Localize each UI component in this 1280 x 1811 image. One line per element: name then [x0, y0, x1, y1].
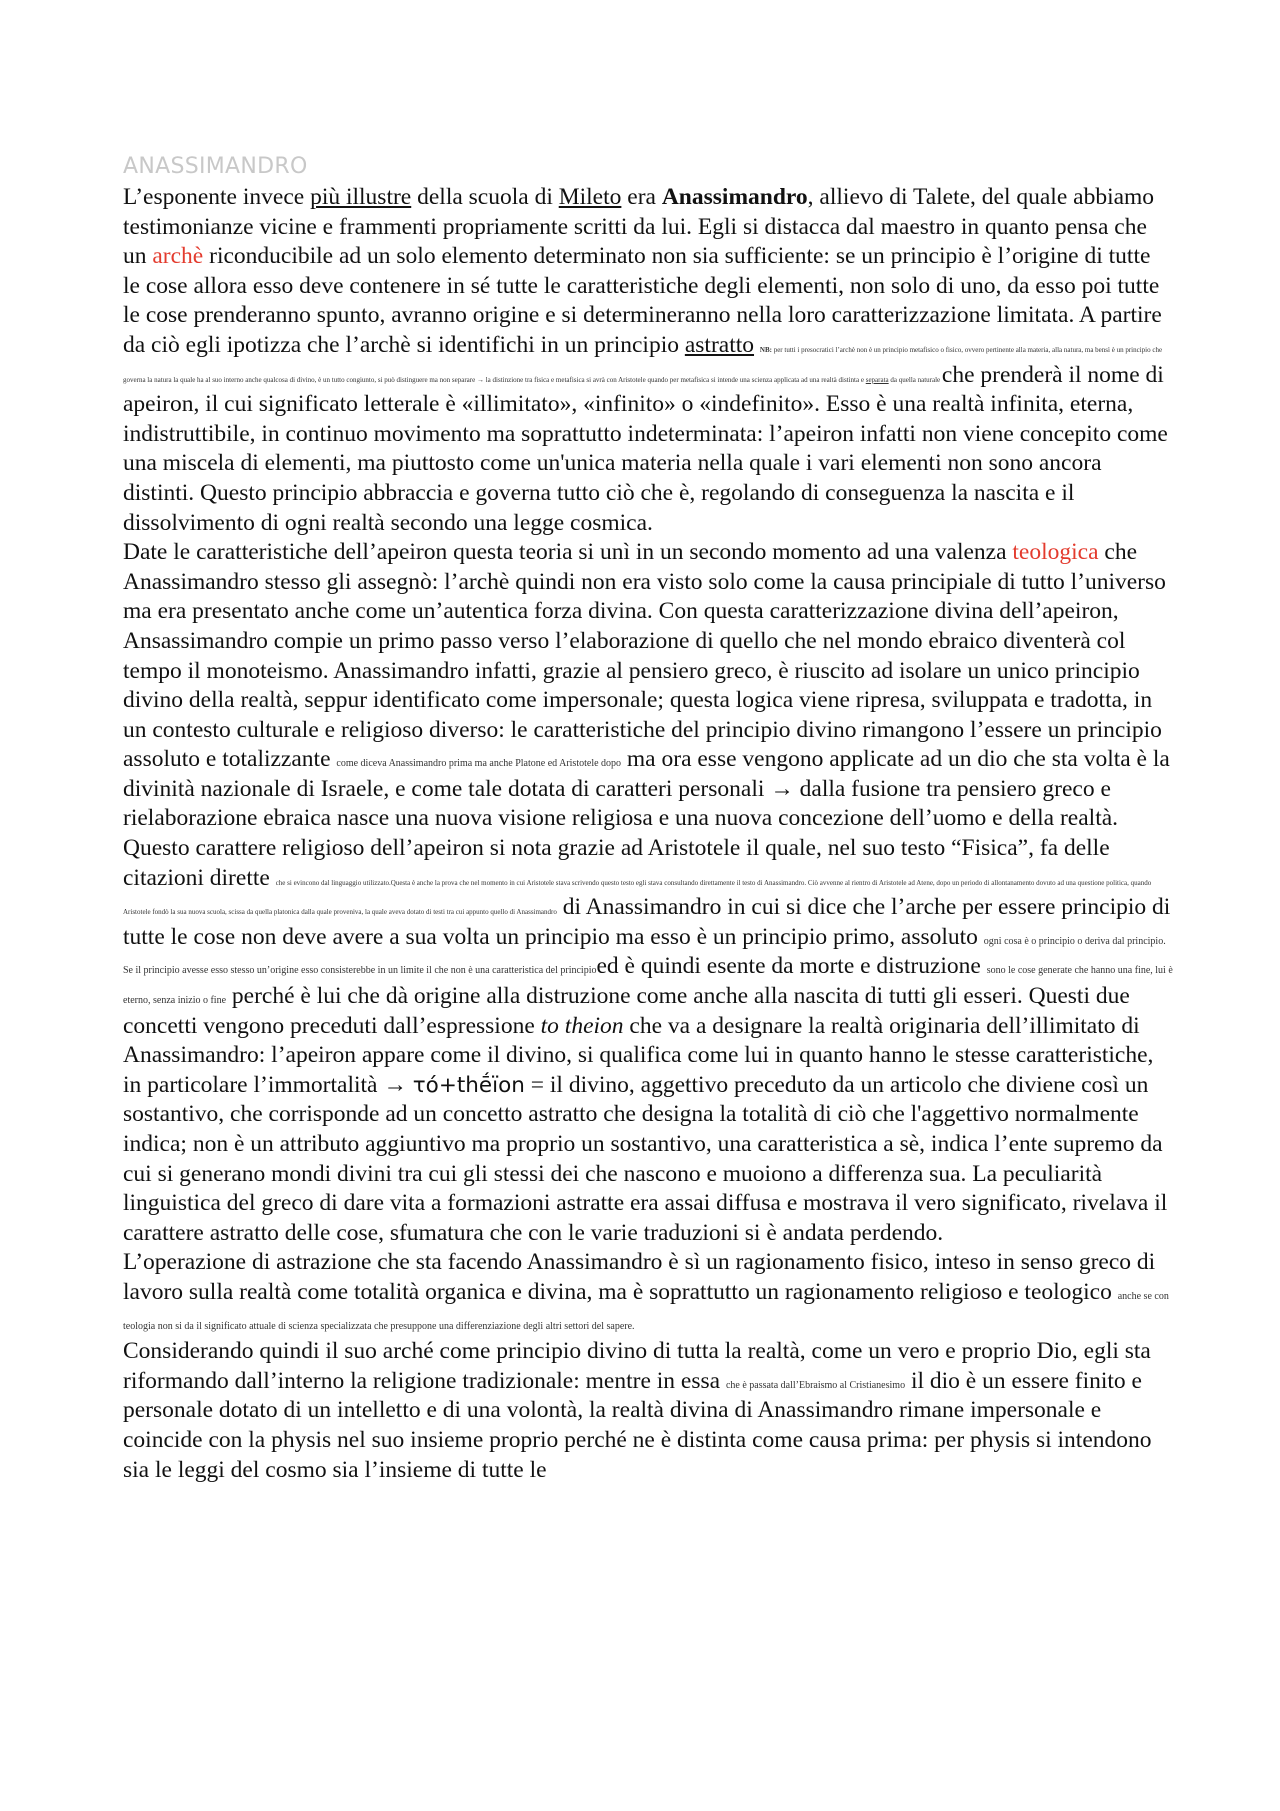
text: della scuola di [411, 184, 559, 210]
paragraph-2 [123, 538, 1173, 834]
section-heading: ANASSIMANDRO [123, 154, 308, 179]
text: era [621, 184, 662, 210]
text: L’esponente invece [123, 184, 311, 210]
text: di Anassimandro in cui si dice che l’arche per essere principio di tutte le cose non deve avere a sua volta un principio ma esso è un principio primo, assoluto [123, 894, 1171, 950]
text: L’operazione di astrazione che sta facendo Anassimandro è sì un ragionamento fisico, inteso in senso greco di lavoro sulla realtà come totalità organica e divina, ma è soprattutto un ragionamento religioso e teologico [123, 1249, 1156, 1305]
text: = il divino, aggettivo preceduto da un articolo che diviene così un sostantivo, che corrisponde ad un concetto astratto che designa la totalità di ciò che l'aggettivo normalmente indica; non è un attributo aggiuntivo ma proprio un sostantivo, una caratteristica a sè, indica l’ente supremo da cui si generano mondi divini tra cui gli stessi dei che nascono e muoiono a differenza sua. La peculiarità linguistica del greco di dare vita a formazioni astratte era assai diffusa e mostrava il vero significato, rivelava il carattere astratto delle cose, sfumatura che con le varie traduzioni si è andata perdendo. [123, 1071, 1168, 1246]
inline-note: che si evincono dal linguaggio utilizzato.Questa è anche la prova che nel momento in cui Aristotele stava scrivendo questo testo egli stava consultando direttamente il testo di Anassimandro. Ciò avvenne al rientro di Aristotele ad Atene, dopo un periodo di allontanamento dovuto ad una questione politica, quando Aristotele fondò la sua nuova scuola, scissa da quella platonica dalla quale proveniva, la quale aveva dotato di testi tra cui appunto quello di Anassimandro [123, 878, 1152, 917]
highlighted-term: archè [152, 243, 204, 270]
inline-note: anche se con teologia non si da il significato attuale di scienza specializzata che presuppone una differenziazione degli altri settori del sapere. [123, 1290, 1169, 1332]
inline-note: che è passata dall’Ebraismo al Cristianesimo [725, 1379, 906, 1391]
inline-note: sono le cose generate che hanno una fine, lui è eterno, senza inizio o fine [123, 965, 1173, 1007]
inline-note: da quella naturale [888, 375, 942, 384]
greek-term: τό+thḗïon [412, 1072, 525, 1098]
text: ma ora esse vengono applicate ad un dio che sta volta è la divinità nazionale di Israele, e come tale dotata di caratteri personali → dalla fusione tra pensiero greco e rielaborazione ebraica nasce una nuova visione religiosa e una nuova concezione dell’uomo e della realtà. [123, 746, 1170, 832]
inline-note: ogni cosa è o principio o deriva dal principio. Se il principio avesse esso stesso un’origine esso consisterebbe in un limite il che non è una caratteristica del principio [123, 935, 1166, 977]
text: riconducibile ad un solo elemento determinato non sia sufficiente: se un principio è l’origine di tutte le cose allora esso deve contenere in sé tutte le caratteristiche degli elementi, non solo di uno, da esso poi tutte le cose prenderanno spunto, avranno origine e si determineranno nella loro caratterizzazione limitata. A partire da ciò egli ipotizza che l’archè si identifichi in un principio [123, 243, 1162, 358]
inline-note: per tutti i presocratici l’archè non è un principio metafisico o fisico, ovvero pertinente alla materia, alla natura, ma bensì è un principio che governa la natura la quale ha al suo interno anche qualcosa di divino, è un tutto congiunto, si può distinguere ma non separare → la distinzione tra fisica e metafisica si avrà con Aristotele quando per metafisica si intende una scienza applicata ad una realtà distinta e [123, 345, 1163, 384]
italic-term: to theion [540, 1012, 624, 1039]
paragraph-5 [123, 1337, 1173, 1485]
text: che va a designare la realtà originaria dell’illimitato di Anassimandro: l’apeiron appare come il divino, si qualifica come lui in quanto hanno le stesse caratteristiche, in particolare l’immortalità → [123, 1012, 1154, 1098]
paragraph-4 [123, 1248, 1173, 1337]
document-body [123, 183, 1173, 1485]
underlined-text: più illustre [310, 184, 412, 210]
inline-note-underlined: separata [865, 375, 889, 384]
text: Questo carattere religioso dell’apeiron si nota grazie ad Aristotele il quale, nel suo testo “Fisica”, fa delle citazioni dirette [123, 835, 1110, 891]
text: perché è lui che dà origine alla distruzione come anche alla nascita di tutti gli esseri. Questi due concetti vengono preceduti dall’espressione [123, 983, 1130, 1039]
text: Date le caratteristiche dell’apeiron questa teoria si unì in un secondo momento ad una valenza [123, 539, 1013, 566]
highlighted-term: teologica [1012, 539, 1099, 566]
underlined-text: Mileto [558, 184, 622, 210]
bold-name: Anassimandro [661, 184, 808, 210]
text: , allievo di Talete, del quale abbiamo testimonianze vicine e frammenti propriamente scritti da lui. Egli si distacca dal maestro in quanto pensa che un [123, 184, 1155, 270]
text: il dio è un essere finito e personale dotato di un intelletto e di una volontà, la realtà divina di Anassimandro rimane impersonale e coincide con la physis nel suo insieme proprio perché ne è distinta come causa prima: per physis si intendono sia le leggi del cosmo sia l’insieme di tutte le [123, 1367, 1152, 1483]
paragraph-1 [123, 183, 1173, 538]
paragraph-3 [123, 834, 1173, 1248]
text: che prenderà il nome di apeiron, il cui significato letterale è «illimitato», «infinito» o «indefinito». Esso è una realtà infinita, eterna, indistruttibile, in continuo movimento ma soprattutto indeterminata: l’apeiron infatti non viene concepito come una miscela di elementi, ma piuttosto come un'unica materia nella quale i vari elementi non sono ancora distinti. Questo principio abbraccia e governa tutto ciò che è, regolando di conseguenza la nascita e il dissolvimento di ogni realtà secondo una legge cosmica. [123, 361, 1168, 536]
inline-note: come diceva Anassimandro prima ma anche Platone ed Aristotele dopo [336, 758, 622, 770]
underlined-text: astratto [684, 331, 755, 358]
text: che Anassimandro stesso gli assegnò: l’archè quindi non era visto solo come la causa principiale di tutto l’universo ma era presentato anche come un’autentica forza divina. Con questa caratterizzazione divina dell’apeiron, Ansassimandro compie un primo passo verso l’elaborazione di quello che nel mondo ebraico diventerà col tempo il monoteismo. Anassimandro infatti, grazie al pensiero greco, è riuscito ad isolare un unico principio divino della realtà, seppur identificato come impersonale; questa logica viene ripresa, sviluppata e tradotta, in un contesto culturale e religioso diverso: le caratteristiche del principio divino rimangono l’essere un principio assoluto e totalizzante [123, 539, 1166, 773]
text: ed è quindi esente da morte e distruzione [596, 953, 987, 980]
nb-label: NB: [759, 345, 772, 354]
text: Considerando quindi il suo arché come principio divino di tutta la realtà, come un vero e proprio Dio, egli sta riformando dall’interno la religione tradizionale: mentre in essa [123, 1338, 1151, 1394]
